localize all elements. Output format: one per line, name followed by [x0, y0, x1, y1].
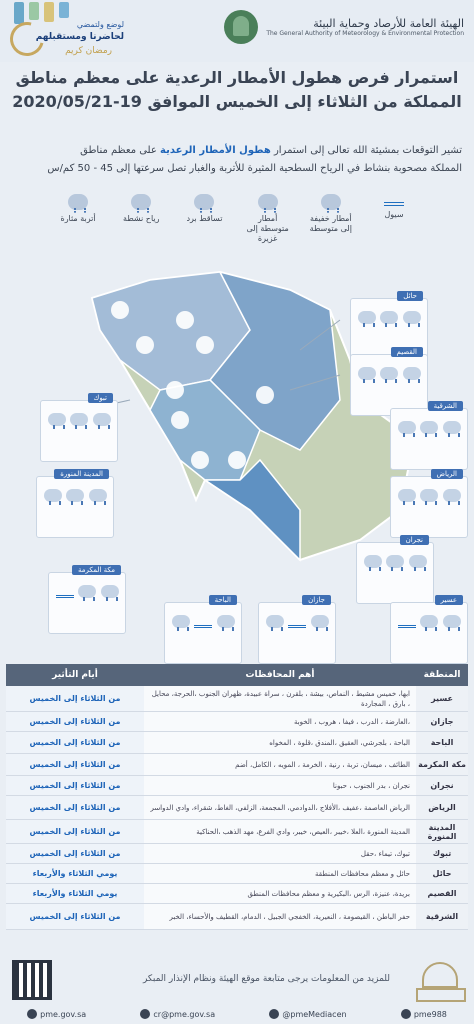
light-rain-icon	[403, 311, 421, 324]
phone-link[interactable]: pme988	[401, 1009, 447, 1019]
region-card-makkah: مكة المكرمة	[48, 572, 126, 634]
title-line-2: المملكة من الثلاثاء إلى الخميس الموافق 19-2020/05/21	[12, 92, 462, 111]
heavy-rain-icon	[386, 555, 404, 568]
heavy-rain-icon	[398, 489, 416, 502]
mosque-icon	[416, 950, 466, 1002]
regions-table	[6, 664, 468, 930]
table-row: نجران نجران ، بدر الجنوب ، حبونا من الثلاثاء إلى الخميس	[6, 776, 468, 796]
intro-highlight: هطول الأمطار الرعدية	[160, 145, 271, 156]
flood-icon	[288, 615, 306, 628]
header-governorates: أهم المحافظات	[245, 670, 315, 680]
campaign-text-3: رمضان كريم	[65, 46, 112, 56]
intro-text	[14, 142, 462, 178]
intro-part-2: على معظم مناطق	[80, 145, 157, 156]
dust-icon	[68, 194, 88, 210]
page-title	[0, 66, 474, 114]
region-card-riyadh: الرياض	[390, 476, 468, 538]
region-card-tabuk: تبوك	[40, 400, 118, 462]
table-row: حائل حائل و معظم محافظات المنطقة يومي الثلاثاء والأربعاء	[6, 864, 468, 884]
social-bar	[0, 1004, 474, 1024]
saudi-map	[0, 250, 474, 650]
light-rain-icon	[409, 555, 427, 568]
wind-icon	[131, 194, 151, 210]
light-rain-icon	[101, 585, 119, 598]
legend-item: أتربة مثارة	[56, 194, 100, 246]
hail-icon	[172, 615, 190, 628]
map-pin-icon	[171, 411, 189, 429]
wind-icon	[93, 413, 111, 426]
hail-icon	[420, 489, 438, 502]
light-rain-icon	[443, 489, 461, 502]
legend-item: أمطار خفيفة إلى متوسطة	[309, 194, 353, 246]
table-row: الباحة الباحة ، بلجرشي، العقيق ،المندق ،قلوة ، المخواه من الثلاثاء إلى الخميس	[6, 732, 468, 754]
website-link[interactable]: pme.gov.sa	[27, 1009, 86, 1019]
light-rain-icon	[217, 615, 235, 628]
region-card-asir: عسير	[390, 602, 468, 664]
map-pin-icon	[166, 381, 184, 399]
map-pin-icon	[111, 301, 129, 319]
title-line-1: استمرار فرص هطول الأمطار الرعدية على معظم مناطق	[15, 68, 459, 87]
header-days: أيام التأثير	[52, 670, 98, 680]
footer-note: للمزيد من المعلومات يرجى متابعة موقع الهيئة ونظام الإنذار المبكر	[142, 974, 390, 984]
legend-item: تساقط برد	[182, 194, 226, 246]
dust-icon	[48, 413, 66, 426]
lantern-icon	[14, 2, 24, 24]
org-name-en: The General Authority of Meteorology & Environmental Protection	[266, 30, 464, 37]
light-rain-icon	[70, 413, 88, 426]
lantern-icon	[44, 2, 54, 22]
wind-icon	[66, 489, 84, 502]
table-row: مكة المكرمة الطائف ، ميسان، تربة ، رنية ، الخرمة ، المويه ، الكامل، أضم من الثلاثاء إلى الخميس	[6, 754, 468, 776]
header-region: المنطقة	[423, 670, 461, 680]
light-rain-icon	[311, 615, 329, 628]
hail-icon	[364, 555, 382, 568]
map-pin-icon	[256, 386, 274, 404]
heavy-rain-icon	[258, 194, 278, 210]
light-rain-icon	[403, 367, 421, 380]
table-row: الشرقية حفر الباطن ، القيصومة ، النعيرية، الخفجي الجبيل ، الدمام، القطيف والأحساء، الخبر من الثلاثاء إلى الخميس	[6, 904, 468, 930]
region-card-hail: حائل	[350, 298, 428, 360]
lantern-icon	[29, 2, 39, 20]
table-row: القصيم بريدة، عنيزة، الرس ،البكيرية و معظم محافظات المنطق يومي الثلاثاء والأربعاء	[6, 884, 468, 904]
map-pin-icon	[191, 451, 209, 469]
intro-line-2: المملكة مصحوبة بنشاط في الرياح السطحية المثيرة للأتربة والغبار تصل سرعتها إلى 45 - 50 كم/س	[47, 163, 462, 174]
map-pin-icon	[196, 336, 214, 354]
campaign-text-2: لحاضرنا ومستقبلهم	[35, 32, 124, 42]
intro-part-1: تشير التوقعات بمشيئة الله تعالى إلى استمرار	[273, 145, 462, 156]
email-link[interactable]: cr@pme.gov.sa	[140, 1009, 215, 1019]
flood-icon	[384, 194, 404, 206]
hail-icon	[44, 489, 62, 502]
qr-code[interactable]	[12, 960, 52, 1000]
legend-item: سيول	[372, 194, 416, 246]
table-header	[6, 664, 468, 686]
campaign-text-1: لوضع ولتمضي	[76, 20, 124, 29]
legend-item: أمطار متوسطة إلى غزيرة	[246, 194, 290, 246]
flood-icon	[398, 615, 416, 628]
table-row: الرياض الرياض العاصمة ،عفيف ،الأفلاج ،الدوادمي، المجمعة، الزلفي، الغاط، شقراء، وادي الدواسر من الثلاثاء إلى الخميس	[6, 796, 468, 820]
wind-icon	[398, 421, 416, 434]
heavy-rain-icon	[358, 311, 376, 324]
mail-icon	[140, 1009, 150, 1019]
palm-emblem-icon	[224, 10, 258, 44]
lantern-icon	[59, 2, 69, 18]
globe-icon	[27, 1009, 37, 1019]
hail-icon	[380, 367, 398, 380]
light-rain-icon	[89, 489, 107, 502]
hail-icon	[380, 311, 398, 324]
region-card-baha: الباحة	[164, 602, 242, 664]
region-card-najran: نجران	[356, 542, 434, 604]
region-card-qassim: القصيم	[350, 354, 428, 416]
light-rain-icon	[443, 615, 461, 628]
table-row: المدينة المنورة المدينة المنورة ،العلا ،خيبر ،العيص، خيبر، وادي الفرع، مهد الذهب ،الحناكية من الثلاثاء إلى الخميس	[6, 820, 468, 844]
legend	[56, 194, 416, 246]
table-row: عسير ابها، خميس مشيط ، النماص، بيشة ، بلقرن ، سراة عبيدة، ظهران الجنوب ،الحرجة، محايل ، بارق ، المجاردة من الثلاثاء إلى الخميس	[6, 686, 468, 712]
table-row: تبوك تبوك، تيماء ،حقل من الثلاثاء إلى الخميس	[6, 844, 468, 864]
heavy-rain-icon	[358, 367, 376, 380]
hail-icon	[420, 421, 438, 434]
hail-icon	[194, 194, 214, 210]
region-card-jazan: جازان	[258, 602, 336, 664]
heavy-rain-icon	[266, 615, 284, 628]
twitter-icon	[269, 1009, 279, 1019]
hail-icon	[78, 585, 96, 598]
org-name-ar: الهيئة العامة للأرصاد وحماية البيئة	[313, 17, 464, 30]
hail-icon	[420, 615, 438, 628]
map-pin-icon	[136, 336, 154, 354]
flood-icon	[194, 615, 212, 628]
map-pin-icon	[176, 311, 194, 329]
twitter-link[interactable]: @pmeMediacen	[269, 1009, 346, 1019]
org-logo	[224, 10, 464, 44]
region-card-madinah: المدينة المنورة	[36, 476, 114, 538]
map-pin-icon	[228, 451, 246, 469]
light-rain-icon	[321, 194, 341, 210]
table-row: جازان ،العارضة ، الدرب ، فيفا ، هروب ، الخوبة من الثلاثاء إلى الخميس	[6, 712, 468, 732]
ramadan-campaign-logo	[6, 2, 128, 60]
phone-icon	[401, 1009, 411, 1019]
legend-item: رياح نشطة	[119, 194, 163, 246]
flood-icon	[56, 585, 74, 598]
light-rain-icon	[443, 421, 461, 434]
region-card-sharqia: الشرقية	[390, 408, 468, 470]
header	[0, 0, 474, 62]
